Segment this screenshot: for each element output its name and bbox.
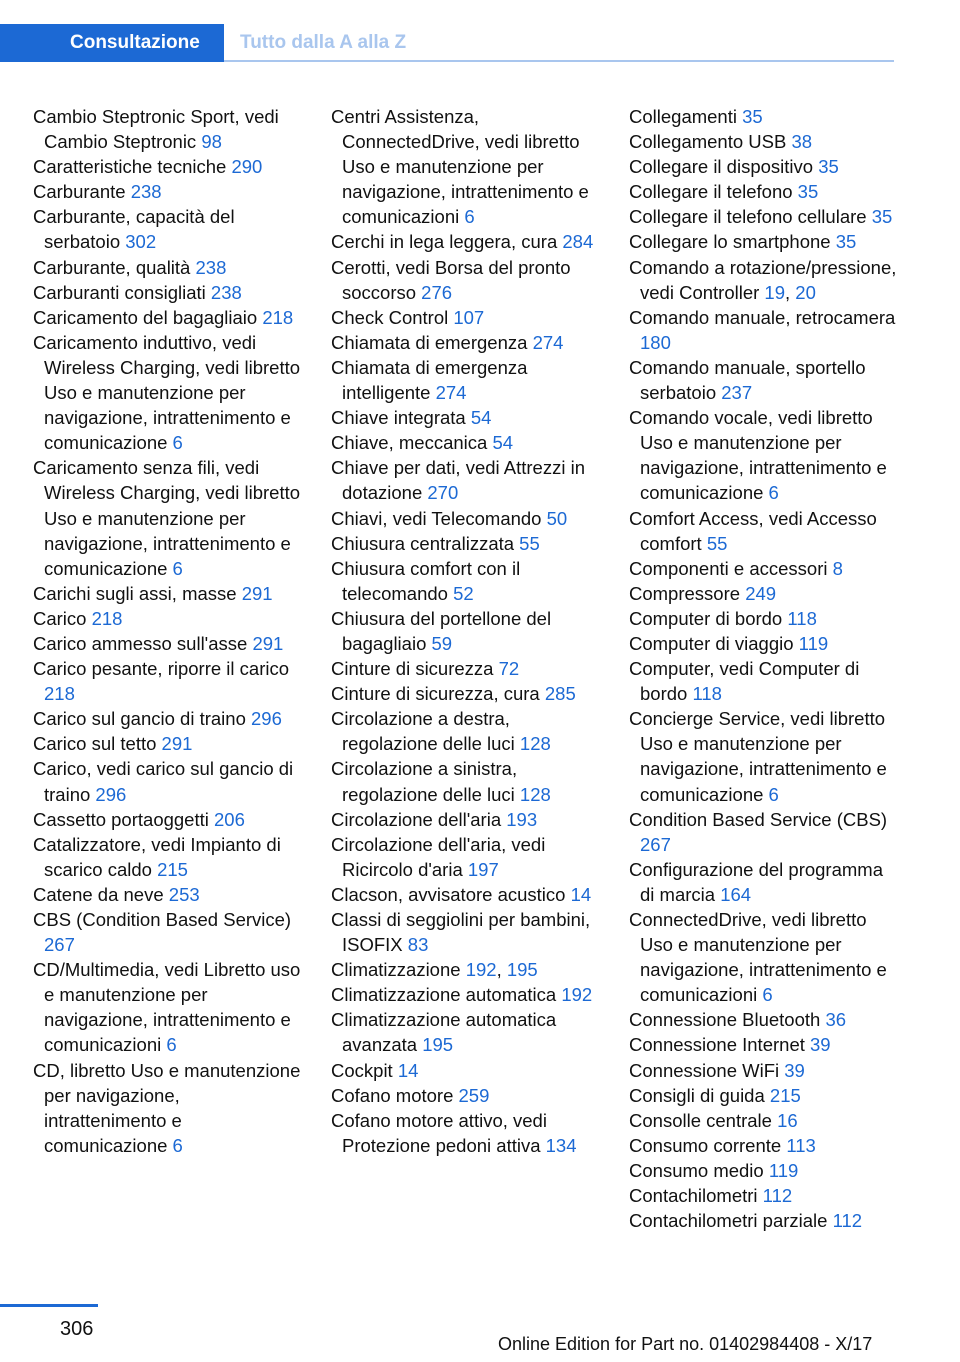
index-entry-text: Chiusura comfort con il telecomando [331,557,521,604]
index-entry [629,1032,899,1057]
index-entry [33,154,303,179]
index-entry [331,807,601,832]
index-entry-text: Check Control [331,306,449,328]
page-reference-link[interactable]: 302 [125,231,157,253]
index-entry [331,706,601,756]
page-reference-link[interactable]: 118 [787,607,817,629]
page-reference-link[interactable]: 72 [498,658,520,680]
index-entry-text: Computer, vedi Computer di bordo [629,658,860,705]
index-entry [629,807,899,857]
page-reference-link[interactable]: 284 [562,231,594,253]
index-entry-text: Carico sul gancio di traino [33,708,246,730]
index-entry-text: Catene da neve [33,883,164,905]
index-entry [629,104,899,129]
index-entry [33,832,303,882]
index-entry [33,731,303,756]
page-reference-link[interactable]: 14 [570,883,592,905]
index-entry [629,656,899,706]
index-entry-text: Caricamento del bagagliaio [33,306,258,328]
page-reference-link[interactable]: 238 [130,181,162,203]
page-reference-link[interactable]: 164 [720,883,752,905]
index-entry-text: Cerotti, vedi Borsa del pronto soccorso [331,256,571,303]
section-tab-consultazione[interactable]: Consultazione [0,24,224,62]
index-entry [331,104,601,229]
index-column-1 [33,104,303,1158]
index-entry-text: Circolazione dell'aria, vedi Ricircolo d'aria [331,833,546,880]
page-reference-link[interactable]: 20 [795,281,816,303]
index-entry: Comando a rotazione/pressione, vedi Controller 19, 20 [629,256,897,303]
index-entry-text: Consumo medio [629,1159,764,1181]
index-entry-text: Componenti e accessori [629,557,828,579]
index-entry-text: Chiave, meccanica [331,432,488,454]
index-entry-text: CD, libretto Uso e manutenzione per navigazione, intrattenimento e comunicazione [33,1059,301,1156]
index-column-2 [331,104,601,1158]
page-reference-link[interactable]: 35 [818,156,839,178]
page-reference-link[interactable]: 14 [397,1059,419,1081]
index-entry [331,355,601,405]
index-entry [331,882,601,907]
page-reference-link[interactable]: 291 [161,733,193,755]
page-reference-link[interactable]: 296 [95,783,127,805]
edition-note: Online Edition for Part no. 01402984408 - X/17 [498,1334,873,1354]
index-entry-text: Collegare il telefono cellulare [629,206,867,228]
index-entry [629,1007,899,1032]
index-entry-text: Condition Based Service (CBS) [629,808,888,830]
index-entry [331,229,601,254]
page-reference-link[interactable]: 6 [768,482,779,504]
index-entry [629,1183,899,1208]
page-reference-link[interactable]: 285 [544,683,576,705]
index-entry-text: Cinture di sicurezza [331,658,494,680]
index-entry-text: Carico, vedi carico sul gancio di traino [33,758,294,805]
index-entry [33,280,303,305]
index-entry [629,1133,899,1158]
page-reference-link[interactable]: 215 [769,1084,801,1106]
index-entry [33,330,303,455]
index-entry-text: Collegamento USB [629,131,787,153]
index-entry-text: Carico sul tetto [33,733,157,755]
index-entry-text: Chiamata di emergenza intelligente [331,356,528,404]
index-entry-text: Caricamento induttivo, vedi Wireless Charging, vedi libretto Uso e manutenzione per navigazione, intrattenimento e comunicazione [33,331,301,454]
index-entry-text: Contachilometri parziale [629,1210,828,1232]
page-reference-link[interactable]: 8 [832,557,843,579]
page-reference-link[interactable]: 195 [506,959,538,981]
index-entry-text: Cinture di sicurezza, cura [331,683,540,705]
page-reference-link[interactable]: 253 [168,883,200,905]
index-entry-text: Chiave per dati, vedi Attrezzi in dotazione [331,457,585,504]
index-entry-text: Comando manuale, sportello serbatoio [629,356,866,404]
page-reference-link[interactable]: 206 [214,808,245,830]
index-entry-text: Clacson, avvisatore acustico [331,883,566,905]
page-reference-link[interactable]: 107 [453,306,485,328]
page-reference-link[interactable]: 6 [762,984,773,1006]
page-reference-link[interactable]: 113 [786,1134,816,1156]
index-entry [331,556,601,606]
index-entry-text: Circolazione dell'aria [331,808,502,830]
page-reference-link[interactable]: 35 [742,106,763,127]
page-reference-link[interactable]: 237 [721,382,753,404]
page-reference-link[interactable]: 267 [640,833,671,855]
index-entry [33,1058,303,1158]
page-reference-link[interactable]: 36 [825,1009,847,1031]
page-reference-link[interactable]: 59 [431,632,453,654]
page-reference-link[interactable]: 6 [172,557,183,579]
page-reference-link[interactable]: 54 [492,432,514,454]
page-reference-link[interactable]: 218 [44,683,75,705]
section-tab-a-to-z[interactable]: Tutto dalla A alla Z [240,32,407,53]
page-reference-link[interactable]: 180 [640,331,671,353]
page-reference-link[interactable]: 39 [784,1059,805,1081]
page-reference-link[interactable]: 192 [465,959,497,981]
index-entry-text: Cockpit [331,1059,393,1081]
index-entry [331,606,601,656]
index-entry [331,656,601,681]
page-reference-link[interactable]: 215 [157,858,188,880]
page-reference-link[interactable]: 6 [768,783,779,805]
index-entry-text: Computer di bordo [629,607,783,629]
page-reference-link[interactable]: 259 [458,1084,490,1106]
index-entry [33,756,303,806]
index-entry [331,455,601,505]
index-entry [629,1158,899,1183]
index-entry-text: CD/Multimedia, vedi Libretto uso e manutenzione per navigazione, intrattenimento e comunicazioni [33,959,301,1056]
page-reference-link[interactable]: 112 [832,1210,863,1232]
index-entry-text: Cofano motore attivo, vedi Protezione pedoni attiva [331,1109,547,1156]
page-reference-link[interactable]: 35 [835,231,857,253]
page-reference-link[interactable]: 6 [464,206,475,228]
index-entry-text: Carburante [33,181,126,203]
page-reference-link[interactable]: 16 [777,1109,798,1131]
page-reference-link[interactable]: 54 [470,407,492,429]
index-entry-text: Cofano motore [331,1084,454,1106]
page-reference-link[interactable]: 112 [762,1185,793,1207]
index-entry-text: Carico ammesso sull'asse [33,632,248,654]
page-reference-link[interactable]: 192 [561,984,593,1006]
index-entry-text: Catalizzatore, vedi Impianto di scarico caldo [33,833,281,880]
index-entry-text: Circolazione a destra, regolazione delle luci [331,708,515,755]
page-reference-link[interactable]: 118 [692,683,722,705]
index-entry [33,305,303,330]
index-entry-text: Cassetto portaoggetti [33,808,209,830]
index-entry-text: Carico pesante, riporre il carico [33,658,290,680]
index-entry-text: Consumo corrente [629,1134,782,1156]
index-entry-text: Collegare il telefono [629,181,793,203]
page-reference-link[interactable]: 218 [91,607,123,629]
index-entry [33,104,303,154]
page-reference-link[interactable]: 193 [506,808,538,830]
index-entry [629,405,899,505]
index-entry-text: Chiusura del portellone del bagagliaio [331,607,552,654]
index-entry [33,606,303,631]
index-entry-text: Carburante, capacità del serbatoio [33,206,235,253]
page-reference-link[interactable]: 291 [252,632,284,654]
index-entry-text: Carburante, qualità [33,256,191,278]
page-reference-link[interactable]: 6 [172,1134,183,1156]
page-reference-link[interactable]: 52 [453,582,474,604]
index-entry [331,255,601,305]
index-entry [33,706,303,731]
index-entry-text: Cerchi in lega leggera, cura [331,231,558,253]
page-reference-link[interactable]: 290 [231,156,263,178]
index-entry [629,556,899,581]
index-entry-text: Collegamenti [629,106,737,127]
index-entry-text: Connessione Bluetooth [629,1009,821,1031]
index-entry-text: Chiamata di emergenza [331,331,528,353]
index-entry [629,154,899,179]
index-entry [331,430,601,455]
page-reference-link[interactable]: 291 [241,582,273,604]
index-entry [331,1007,601,1057]
index-entry-text: Computer di viaggio [629,632,794,654]
index-entry [33,656,303,706]
index-entry [33,907,303,957]
index-entry [331,305,601,330]
index-entry [33,455,303,580]
index-entry-text: Chiave integrata [331,407,466,429]
page-reference-link[interactable]: 238 [195,256,227,278]
index-entry [331,982,601,1007]
index-entry [629,355,899,405]
page-reference-link[interactable]: 238 [210,281,242,303]
page-reference-link[interactable]: 197 [467,858,499,880]
index-entry [629,1108,899,1133]
page-reference-link[interactable]: 119 [798,632,829,654]
page-reference-link[interactable]: 128 [519,733,551,755]
index-entry [331,1058,601,1083]
index-entry: Climatizzazione 192, 195 [331,959,538,981]
page-reference-link[interactable]: 35 [871,206,893,228]
index-entry-text: Compressore [629,582,741,604]
index-entry [331,756,601,806]
index-entry-text: Climatizzazione automatica [331,984,557,1006]
page-number: 306 [60,1318,94,1340]
index-entry [331,1083,601,1108]
index-entry-text: Carico [33,607,87,629]
index-entry [629,1208,899,1233]
page-reference-link[interactable]: 249 [745,582,777,604]
index-entry [33,255,303,280]
page-reference-link[interactable]: 83 [407,934,429,956]
index-entry [33,179,303,204]
index-entry [331,405,601,430]
index-entry-text: Classi di seggiolini per bambini, ISOFIX [331,909,591,956]
index-entry-text: ConnectedDrive, vedi libretto Uso e manutenzione per navigazione, intrattenimento e comunicazioni [629,909,887,1006]
page-reference-link[interactable]: 195 [422,1034,454,1056]
page-reference-link[interactable]: 39 [810,1034,831,1056]
index-entry-text: Connessione Internet [629,1034,805,1056]
index-entry-text: Carburanti consigliati [33,281,206,303]
index-entry-text: Contachilometri [629,1185,758,1207]
index-entry-text: Comando vocale, vedi libretto Uso e manutenzione per navigazione, intrattenimento e comunicazione [629,407,887,504]
index-entry-text: Consigli di guida [629,1084,765,1106]
page-reference-link[interactable]: 6 [172,432,183,454]
page-header [0,0,960,62]
page-reference-link[interactable]: 55 [519,532,540,554]
index-entry [629,706,899,806]
footer-divider [0,1304,98,1307]
index-entry [629,606,899,631]
index-entry [331,330,601,355]
page-reference-link[interactable]: 270 [427,482,459,504]
index-entry [33,631,303,656]
page-reference-link[interactable]: 128 [519,783,551,805]
page-reference-link[interactable]: 38 [791,131,813,153]
page-reference-link[interactable]: 274 [435,382,467,404]
index-column-3 [629,104,899,1233]
index-entry [33,882,303,907]
page-reference-link[interactable]: 19 [764,281,785,303]
page-reference-link[interactable]: 218 [262,306,294,328]
index-entry [33,581,303,606]
index-entry [331,907,601,957]
header-divider [224,60,894,62]
index-entry-text: Centri Assistenza, ConnectedDrive, vedi libretto Uso e manutenzione per navigazione, intrattenimento e comunicazioni [331,106,589,228]
index-entry-text: Chiavi, vedi Telecomando [331,507,542,529]
index-entry [331,832,601,882]
index-entry [629,129,899,154]
page-reference-link[interactable]: 267 [44,934,75,956]
index-entry-text: Circolazione a sinistra, regolazione delle luci [331,758,518,805]
page-reference-link[interactable]: 6 [166,1034,177,1056]
index-entry-text: Comando a rotazione/pressione, vedi Controller [629,256,897,303]
index-entry-text: Caratteristiche tecniche [33,156,227,178]
page-reference-link[interactable]: 98 [201,131,222,153]
index-entry-text: Climatizzazione automatica avanzata [331,1009,557,1056]
page-reference-link[interactable]: 134 [545,1134,577,1156]
index-entry [629,1083,899,1108]
index-entry-text: Connessione WiFi [629,1059,780,1081]
index-entry [331,506,601,531]
index-entry [629,204,899,229]
index-entry [629,229,899,254]
index-entry [629,631,899,656]
index-entry-text: Comando manuale, retrocamera [629,306,896,328]
index-entry-text: Caricamento senza fili, vedi Wireless Charging, vedi libretto Uso e manutenzione per navigazione, intrattenimento e comunicazione [33,457,301,579]
index-entry-text: CBS (Condition Based Service) [33,909,292,930]
page-reference-link[interactable]: 50 [546,507,568,529]
page-reference-link[interactable]: 55 [706,532,728,554]
index-entry-text: Climatizzazione [331,959,461,981]
page-reference-link[interactable]: 296 [251,708,282,730]
index-entry [33,957,303,1057]
index-entry [331,681,601,706]
index-entry [33,807,303,832]
index-entry [629,857,899,907]
index-entry-text: Consolle centrale [629,1109,772,1131]
index-entry [629,305,899,355]
index-entry [629,506,899,556]
index-entry [629,907,899,1007]
page-reference-link[interactable]: 119 [768,1159,799,1181]
index-entry-text: Carichi sugli assi, masse [33,582,237,604]
index-entry-text: Cambio Steptronic Sport, vedi Cambio Steptronic [33,106,279,153]
index-entry [629,179,899,204]
index-entry [629,1058,899,1083]
index-entry [33,204,303,254]
index-entry-text: Comfort Access, vedi Accesso comfort [629,507,877,554]
index-entry [629,581,899,606]
index-entry-text: Concierge Service, vedi libretto Uso e manutenzione per navigazione, intrattenimento e comunicazione [629,708,887,805]
index-entry-text: Chiusura centralizzata [331,532,515,554]
index-entry [331,531,601,556]
index-entry-text: Collegare lo smartphone [629,231,831,253]
index-entry [331,1108,601,1158]
page-reference-link[interactable]: 274 [532,331,564,353]
page-reference-link[interactable]: 35 [797,181,819,203]
page-reference-link[interactable]: 276 [421,281,453,303]
index-entry-text: Collegare il dispositivo [629,156,814,178]
index-entry-text: Configurazione del programma di marcia [629,858,883,905]
